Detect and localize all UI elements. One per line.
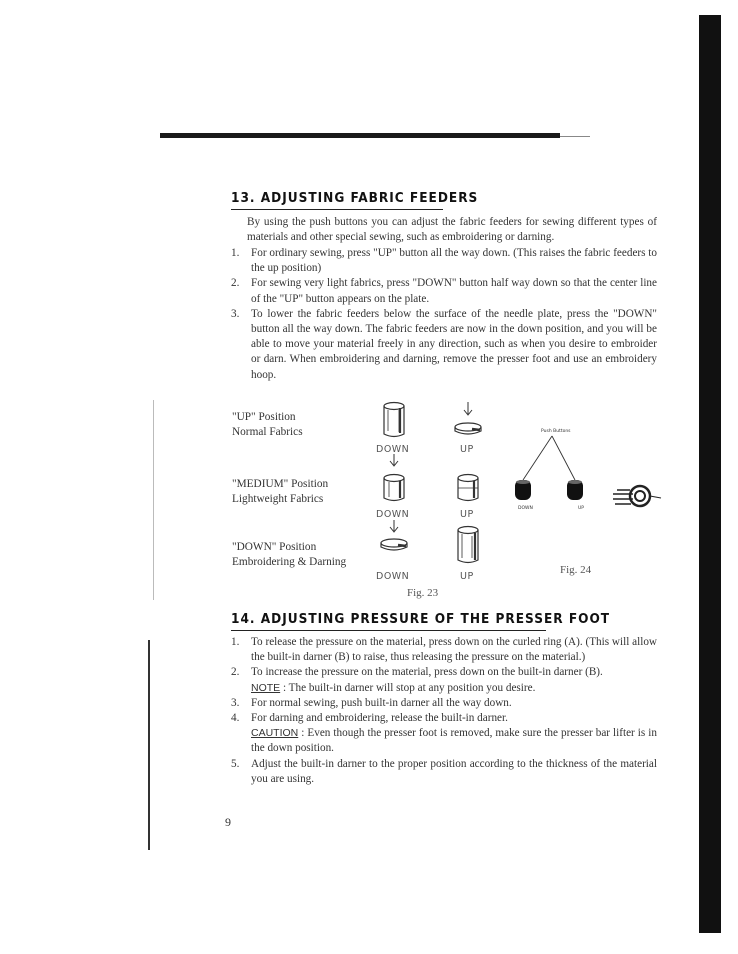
down-button-raised-icon xyxy=(384,403,404,437)
fig24-down-label: DOWN xyxy=(518,506,533,511)
section-13-title: 13. ADJUSTING FABRIC FEEDERS xyxy=(231,190,479,206)
fig24-up-label: UP xyxy=(578,506,585,511)
fig23-down-label-2: DOWN xyxy=(376,509,410,520)
section-13-body xyxy=(247,215,657,245)
fig23-down-label-1: DOWN xyxy=(376,444,410,455)
presser-foot-mechanism-icon xyxy=(613,486,661,506)
fig23-row-down: "DOWN" Position Embroidering & Darning xyxy=(232,541,347,568)
down-button-medium-icon xyxy=(384,475,404,501)
list-item: 4. For darning and embroidering, release the built-in darner. CAUTION : Even though the presser foot is removed, make sure the presser bar lifter is in the down position. xyxy=(231,711,657,757)
fig23-up-label-2: UP xyxy=(460,509,474,520)
list-item: 2. For sewing very light fabrics, press "DOWN" button half way down so that the center line of the "UP" button appears on the plate. xyxy=(231,277,657,305)
note-line: NOTE : The built-in darner will stop at any position you desire. xyxy=(251,681,536,694)
caution-line: CAUTION : Even though the presser foot is removed, make sure the presser bar lifter is in the down position. xyxy=(251,727,657,755)
fig23-up-label-1: UP xyxy=(460,444,474,455)
fig23-up-label-3: UP xyxy=(460,571,474,582)
push-button-up-icon xyxy=(567,480,583,500)
list-item: 1. To release the pressure on the material, press down on the curled ring (A). (This will allow the built-in darner (B) to raise, thus releasing the pressure on the material.) xyxy=(231,636,657,664)
down-button-pressed-icon xyxy=(381,539,407,550)
fig23-caption: Fig. 23 xyxy=(407,587,439,599)
fig23-down-label-3: DOWN xyxy=(376,571,410,582)
page-number: 9 xyxy=(225,815,231,829)
fig24-push-buttons-label: Push Buttons xyxy=(541,429,571,434)
scan-edge-bar xyxy=(699,15,721,933)
list-item: 3. To lower the fabric feeders below the surface of the needle plate, press the "DOWN" button all the way down. The fabric feeders are now in the down position, and you will be able to move your material freely in any direction, such as when you desire to embroider or darn. When embroidering and darning, remove the presser foot and use an embroidery hoop. xyxy=(231,307,657,381)
up-button-pressed-icon xyxy=(455,423,481,434)
push-button-down-icon xyxy=(515,480,531,500)
section-13-underline xyxy=(231,209,443,210)
section-13-list xyxy=(231,246,657,383)
list-item: 1. For ordinary sewing, press "UP" button all the way down. (This raises the fabric feeders to the up position) xyxy=(231,247,657,275)
top-rule-tail xyxy=(560,136,590,137)
top-rule xyxy=(160,133,560,138)
binding-edge xyxy=(148,640,150,850)
fig24-caption: Fig. 24 xyxy=(560,564,592,576)
fig23-row-medium: "MEDIUM" Position Lightweight Fabrics xyxy=(232,478,329,505)
section-14-underline xyxy=(231,630,546,631)
caution-label: CAUTION xyxy=(251,727,299,740)
note-label: NOTE xyxy=(251,681,281,694)
up-button-medium-icon xyxy=(458,475,478,501)
binding-edge-faint xyxy=(153,400,154,600)
section-14-title: 14. ADJUSTING PRESSURE OF THE PRESSER FOOT xyxy=(231,611,611,627)
section-13-intro: By using the push buttons you can adjust the fabric feeders for sewing different types of materials and other special sewing, such as embroidering or darning. xyxy=(247,216,657,244)
list-item: 5. Adjust the built-in darner to the proper position according to the thickness of the material you are using. xyxy=(231,757,657,785)
up-button-raised-icon xyxy=(458,527,478,563)
list-item: 3. For normal sewing, push built-in darner all the way down. xyxy=(231,696,512,709)
section-14-list xyxy=(231,635,657,787)
fig23-button-diagram xyxy=(370,398,510,588)
fig23-row-up: "UP" Position Normal Fabrics xyxy=(232,411,303,438)
list-item: 2. To increase the pressure on the material, press down on the built-in darner (B). NOTE : The built-in darner will stop at any position you desire. xyxy=(231,665,657,695)
